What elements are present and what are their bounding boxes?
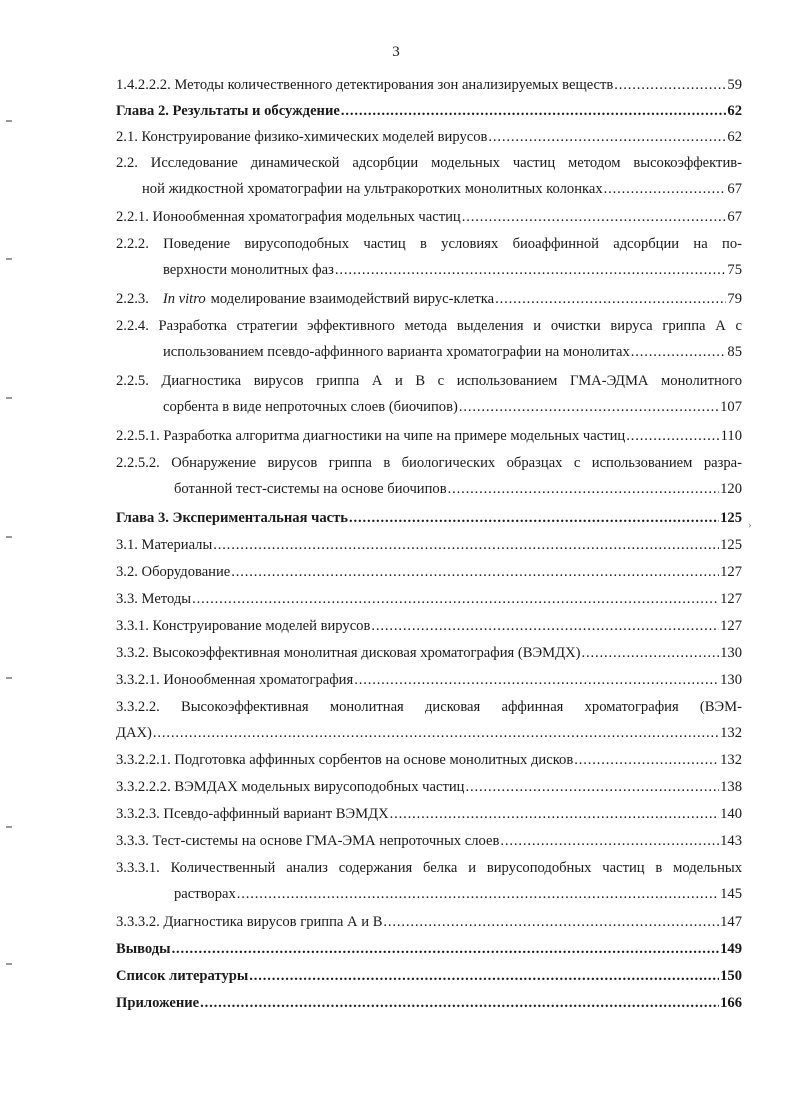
toc-entry[interactable]: 3.3.2.1. Ионообменная хроматография . . . 130 [116, 667, 742, 693]
toc-chapter[interactable]: Глава 3. Экспериментальная часть . . . 125 [116, 505, 742, 531]
toc-entry[interactable]: 2.2.5.1. Разработка алгоритма диагностики на чипе на примере модельных частиц . . . 110 [116, 423, 742, 449]
toc-entry[interactable]: 3.3.3.1. Количественный анализ содержания белка и вирусоподобных частиц в модельных растворах . . . 145 [116, 855, 742, 907]
toc-chapter[interactable]: Список литературы . . . 150 [116, 963, 742, 989]
toc-entry[interactable]: 2.2. Исследование динамической адсорбции модельных частиц методом высокоэффектив- ной жидкостной хроматографии на ультракоротких монолитных колонках . . . 67 [116, 150, 742, 202]
toc-entry[interactable]: 3.2. Оборудование . . . 127 [116, 559, 742, 585]
toc-entry[interactable]: 2.2.3. In vitro моделирование взаимодействий вирус-клетка . . . 79 [116, 286, 742, 312]
toc-entry[interactable]: 2.2.2. Поведение вирусоподобных частиц в условиях биоаффинной адсорбции на по- верхности монолитных фаз . . . 75 [116, 231, 742, 283]
toc-entry[interactable]: 1.4.2.2.2. Методы количественного детектирования зон анализируемых веществ . . . 59 [116, 72, 742, 98]
toc-entry[interactable]: 3.3.3. Тест-системы на основе ГМА-ЭМА непроточных слоев . . . 143 [116, 828, 742, 854]
toc-entry[interactable]: 3.1. Материалы . . . 125 [116, 532, 742, 558]
toc-chapter[interactable]: Глава 2. Результаты и обсуждение . . . 62 [116, 98, 742, 124]
toc-entry[interactable]: 3.3.2.2. Высокоэффективная монолитная дисковая аффинная хроматография (ВЭМ- ДАХ) . . . 132 [116, 694, 742, 746]
toc-entry[interactable]: 3.3.2. Высокоэффективная монолитная дисковая хроматография (ВЭМДХ) . . . 130 [116, 640, 742, 666]
page-number: 3 [392, 44, 400, 60]
toc-entry[interactable]: 3.3. Методы . . . 127 [116, 586, 742, 612]
toc-entry[interactable]: 2.2.4. Разработка стратегии эффективного метода выделения и очистки вируса гриппа А с использованием псевдо-аффинного варианта хроматографии на монолитах . . . 85 [116, 313, 742, 365]
toc-entry[interactable]: 2.2.5. Диагностика вирусов гриппа А и В с использованием ГМА-ЭДМА монолитного сорбента в виде непроточных слоев (биочипов) . . . 107 [116, 368, 742, 420]
toc-entry[interactable]: 2.2.1. Ионообменная хроматография модельных частиц . . . 67 [116, 204, 742, 230]
toc-entry[interactable]: 3.3.1. Конструирование моделей вирусов . . . 127 [116, 613, 742, 639]
scan-mark-right: › [748, 519, 752, 531]
toc-entry[interactable]: 3.3.3.2. Диагностика вирусов гриппа А и В . . . 147 [116, 909, 742, 935]
toc-entry[interactable]: 3.3.2.2.2. ВЭМДАХ модельных вирусоподобных частиц . . . 138 [116, 774, 742, 800]
toc-entry[interactable]: 3.3.2.3. Псевдо-аффинный вариант ВЭМДХ . . . 140 [116, 801, 742, 827]
toc-chapter[interactable]: Приложение . . . 166 [116, 990, 742, 1016]
toc-chapter[interactable]: Выводы . . . 149 [116, 936, 742, 962]
toc-entry[interactable]: 2.2.5.2. Обнаружение вирусов гриппа в биологических образцах с использованием разра- ботанной тест-системы на основе биочипов . . . 120 [116, 450, 742, 502]
toc-entry[interactable]: 2.1. Конструирование физико-химических моделей вирусов . . . 62 [116, 124, 742, 150]
toc-entry[interactable]: 3.3.2.2.1. Подготовка аффинных сорбентов на основе монолитных дисков . . . 132 [116, 747, 742, 773]
